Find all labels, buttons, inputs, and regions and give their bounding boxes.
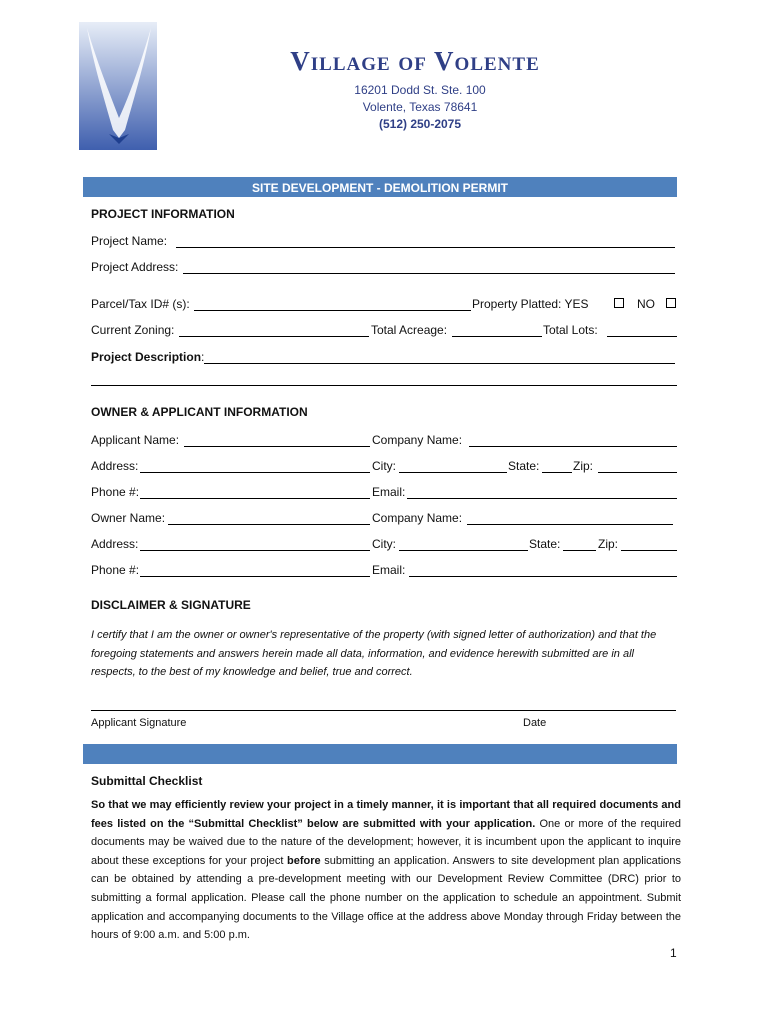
checklist-before: before: [287, 854, 321, 867]
total-acreage-field[interactable]: [452, 336, 542, 337]
platted-no-label: NO: [637, 297, 655, 311]
address-field-1[interactable]: [140, 472, 370, 473]
current-zoning-field[interactable]: [179, 336, 369, 337]
project-description-colon: :: [201, 350, 205, 364]
project-name-label: Project Name:: [91, 234, 168, 248]
village-title: Village of Volente: [290, 46, 540, 76]
total-lots-field[interactable]: [607, 336, 677, 337]
city-label-2: City:: [372, 537, 396, 551]
company-name-field-2[interactable]: [467, 524, 673, 525]
address-field-2[interactable]: [140, 550, 370, 551]
checklist-text-2: submitting an application. Answers to site development plan applications can be obtained by attending a pre-development meeting with our Development Review Committee (DRC) prior to submitting a formal application. Please call the phone number on the application to schedule an appointment. Submit application and accompanying documents to the Village office at the address above Monday through Friday between the hours of 9:00 a.m. and 5:00 p.m.: [91, 854, 681, 942]
city-label-1: City:: [372, 459, 396, 473]
applicant-name-field[interactable]: [184, 446, 370, 447]
project-address-field[interactable]: [183, 273, 675, 274]
platted-yes-checkbox[interactable]: [614, 298, 624, 308]
address-line-2: Volente, Texas 78641: [362, 100, 478, 114]
zip-field-1[interactable]: [598, 472, 677, 473]
company-name-field-1[interactable]: [469, 446, 677, 447]
phone-field-1[interactable]: [140, 498, 370, 499]
phone-label-1: Phone #:: [91, 485, 140, 499]
state-field-1[interactable]: [542, 472, 572, 473]
total-lots-label: Total Lots:: [543, 323, 598, 337]
email-label-2: Email:: [372, 563, 406, 577]
page-number: 1: [670, 946, 677, 960]
current-zoning-label: Current Zoning:: [91, 323, 175, 337]
phone-number: (512) 250-2075: [378, 117, 462, 131]
phone-label-2: Phone #:: [91, 563, 140, 577]
email-label-1: Email:: [372, 485, 406, 499]
zip-label-1: Zip:: [573, 459, 594, 473]
submittal-checklist-heading: Submittal Checklist: [91, 774, 203, 788]
zip-field-2[interactable]: [621, 550, 677, 551]
address-label-1: Address:: [91, 459, 139, 473]
signature-line[interactable]: [91, 710, 676, 711]
checklist-bold-intro: So that we may efficiently review your project in a timely manner, it is important that all required documents and fees listed on the “Submittal Checklist” below are submitted with your application.: [91, 799, 681, 830]
parcel-field[interactable]: [194, 310, 471, 311]
city-field-1[interactable]: [399, 472, 507, 473]
project-description-field[interactable]: [204, 363, 675, 364]
checklist-paragraph: [91, 796, 681, 945]
project-description-field-2[interactable]: [91, 385, 677, 386]
village-logo: [79, 22, 157, 150]
checklist-text-1: One or more of the required documents may be waived due to the nature of the development; however, it is incumbent upon the applicant to inquire about these exceptions for your project: [91, 817, 682, 867]
owner-applicant-heading: OWNER & APPLICANT INFORMATION: [91, 405, 308, 419]
owner-name-field[interactable]: [168, 524, 370, 525]
form-title-bar: SITE DEVELOPMENT - DEMOLITION PERMIT: [83, 177, 677, 197]
state-field-2[interactable]: [563, 550, 596, 551]
platted-no-checkbox[interactable]: [666, 298, 676, 308]
email-field-1[interactable]: [407, 498, 677, 499]
project-description-text: Project Description: [91, 350, 202, 364]
email-field-2[interactable]: [409, 576, 677, 577]
disclaimer-heading: DISCLAIMER & SIGNATURE: [91, 598, 251, 612]
project-name-field[interactable]: [176, 247, 675, 248]
state-label-2: State:: [529, 537, 561, 551]
company-name-label-2: Company Name:: [372, 511, 463, 525]
company-name-label-1: Company Name:: [372, 433, 463, 447]
project-info-heading: PROJECT INFORMATION: [91, 207, 235, 221]
project-address-label: Project Address:: [91, 260, 179, 274]
address-line-1: 16201 Dodd St. Ste. 100: [354, 83, 486, 97]
applicant-signature-label: Applicant Signature: [91, 717, 187, 729]
property-platted-label: Property Platted: YES: [472, 297, 589, 311]
section-divider-bar: [83, 744, 677, 764]
owner-name-label: Owner Name:: [91, 511, 166, 525]
disclaimer-text: I certify that I am the owner or owner's representative of the property (with signed letter of authorization) and that the foregoing statements and answers herein made all data, information, and evidence herewith submitted are in all respects, to the best of my knowledge and belief, true and correct.: [91, 629, 657, 679]
date-label: Date: [523, 717, 547, 729]
parcel-label: Parcel/Tax ID# (s):: [91, 297, 190, 311]
applicant-name-label: Applicant Name:: [91, 433, 180, 447]
total-acreage-label: Total Acreage:: [371, 323, 448, 337]
project-description-label: [91, 350, 204, 364]
address-label-2: Address:: [91, 537, 139, 551]
state-label-1: State:: [508, 459, 540, 473]
city-field-2[interactable]: [399, 550, 528, 551]
zip-label-2: Zip:: [598, 537, 619, 551]
phone-field-2[interactable]: [140, 576, 370, 577]
